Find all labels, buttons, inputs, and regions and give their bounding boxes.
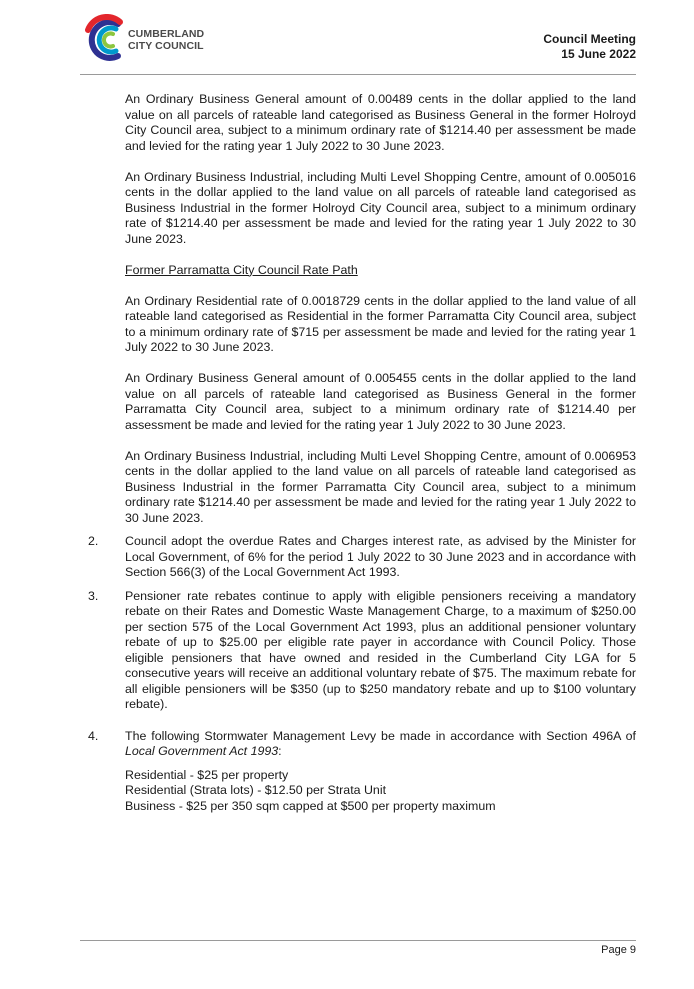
levy-line: Residential (Strata lots) - $12.50 per Strata Unit — [125, 783, 387, 797]
levy-intro-colon: : — [278, 744, 282, 758]
list-number: 4. — [88, 728, 99, 743]
list-item — [80, 729, 636, 815]
meeting-title: Council Meeting — [543, 32, 636, 46]
paragraph: An Ordinary Business Industrial, including Multi Level Shopping Centre, amount of 0.006953 cents in the dollar applied to the land value on all parcels of rateable land categorised as Business Industrial in the former Parramatta City Council area, subject to a minimum ordinary rate $1214.40 per assessment be made and levied for the rating year 1 July 2022 to 30 June 2023. — [125, 448, 636, 525]
list-number: 2. — [88, 534, 99, 548]
paragraph: An Ordinary Business General amount of 0.00489 cents in the dollar applied to the land value on all parcels of rateable land categorised as Business General in the former Holroyd City Council area, subject to a minimum ordinary rate of $1214.40 per assessment be made and levied for the rating year 1 July 2022 to 30 June 2023. — [125, 92, 636, 153]
page-number: Page 9 — [601, 944, 636, 956]
paragraph: An Ordinary Residential rate of 0.0018729 cents in the dollar applied to the land value of all rateable land categorised as Residential in the former Parramatta City Council area, subject to a minimum ordinary rate of $715 per assessment be made and levied for the rating year 1 July 2022 to 30 June 2023. — [125, 293, 636, 354]
section-heading: Former Parramatta City Council Rate Path — [125, 262, 358, 277]
holroyd-rates-section — [125, 92, 636, 526]
paragraph: An Ordinary Business Industrial, including Multi Level Shopping Centre, amount of 0.005016 cents in the dollar applied to the land value on all parcels of rateable land categorised as Business Industrial in the former Holroyd City Council area, subject to a minimum ordinary rate of $1214.40 per assessment be made and levied for the rating year 1 July 2022 to 30 June 2023. — [125, 169, 636, 246]
levy-line: Business - $25 per 350 sqm capped at $500 per property maximum — [125, 798, 496, 813]
list-item-text: Pensioner rate rebates continue to apply with eligible pensioners receiving a mandatory rebate on their Rates and Domestic Waste Management Charge, to a maximum of $250.00 per section 575 of the Local Government Act 1993, plus an additional pensioner voluntary rebate of up to $25.00 per eligible rate payer in accordance with Council Policy. Those eligible pensioners that have owned and resided in the Cumberland City LGA for 5 consecutive years will receive an additional voluntary rebate of $75. The maximum rebate for all eligible pensioners will be $350 (up to $250 mandatory rebate and up to $100 voluntary rebate). — [125, 588, 636, 711]
document-body — [80, 92, 636, 822]
levy-intro-text: The following Stormwater Management Levy be made in accordance with Section 496A of — [125, 728, 636, 743]
header-meeting-info — [543, 32, 636, 62]
levy-line: Residential - $25 per property — [125, 767, 289, 782]
logo-line-2: CITY COUNCIL — [128, 40, 204, 52]
levy-intro — [125, 729, 636, 760]
list-item-body — [125, 729, 636, 815]
meeting-date: 15 June 2022 — [561, 47, 636, 61]
logo-line-1: CUMBERLAND — [128, 28, 205, 40]
logo-wordmark — [128, 28, 204, 52]
list-item — [80, 534, 636, 581]
list-number: 3. — [88, 588, 99, 603]
act-name: Local Government Act 1993 — [125, 744, 279, 758]
paragraph: An Ordinary Business General amount of 0.005455 cents in the dollar applied to the land value on all parcels of rateable land categorised as Business General in the former Parramatta City Council area, subject to a minimum ordinary rate of $1214.40 per assessment be made and levied for the rating year 1 July 2022 to 30 June 2023. — [125, 371, 636, 432]
footer-divider — [80, 940, 636, 941]
header-divider — [80, 74, 636, 75]
list-item-text: Council adopt the overdue Rates and Charges interest rate, as advised by the Minister for Local Government, of 6% for the period 1 July 2022 to 30 June 2023 and in accordance with Section 566(3) of the Local Government Act 1993. — [125, 534, 636, 579]
list-item — [80, 589, 636, 713]
